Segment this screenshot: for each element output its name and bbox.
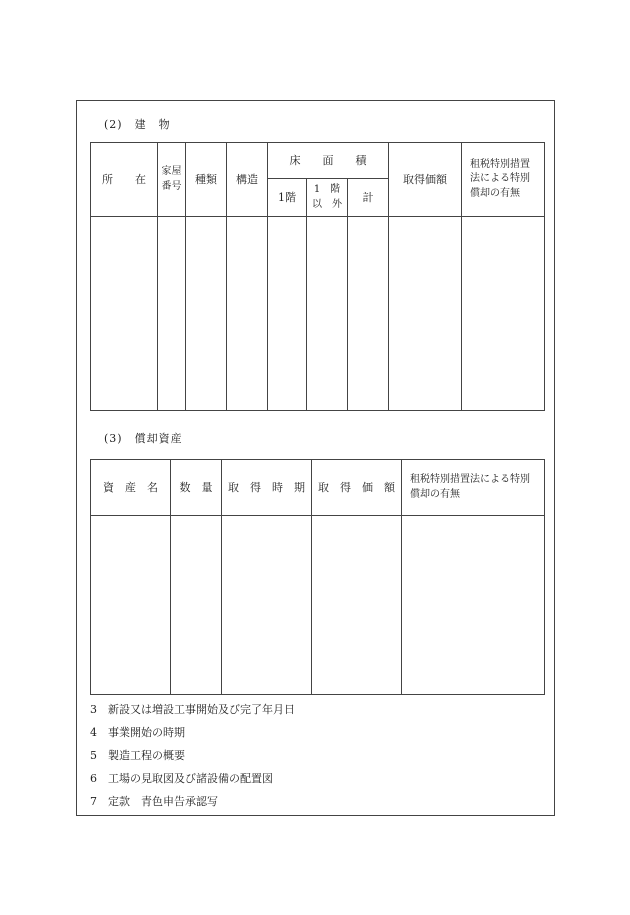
cell-acq-price[interactable] [389, 217, 462, 411]
header-acq-price: 取得価額 [389, 143, 462, 217]
list-item: 3 新設又は増設工事開始及び完了年月日 [90, 703, 295, 716]
header-floor1: 1階 [268, 179, 307, 217]
list-item: 4 事業開始の時期 [90, 726, 185, 739]
building-table [90, 142, 545, 411]
cell-structure[interactable] [227, 217, 268, 411]
section-2-title: (2) 建 物 [104, 118, 171, 131]
list-item: 7 定款 青色申告承認写 [90, 795, 218, 808]
cell-acq-price[interactable] [312, 516, 402, 695]
cell-total[interactable] [348, 217, 389, 411]
cell-quantity[interactable] [171, 516, 222, 695]
cell-type[interactable] [186, 217, 227, 411]
cell-floor1[interactable] [268, 217, 307, 411]
header-special-depreciation: 租税特別措置法による特別償却の有無 [402, 460, 545, 516]
header-type: 種類 [186, 143, 227, 217]
header-acq-price: 取 得 価 額 [312, 460, 402, 516]
cell-house-no[interactable] [158, 217, 186, 411]
header-special-depreciation: 租税特別措置法による特別償却の有無 [462, 143, 545, 217]
cell-special[interactable] [462, 217, 545, 411]
cell-asset-name[interactable] [91, 516, 171, 695]
list-item: 6 工場の見取図及び諸設備の配置図 [90, 772, 273, 785]
attachments-list [90, 703, 295, 818]
cell-special[interactable] [402, 516, 545, 695]
header-floor-other: 1 階以 外 [307, 179, 348, 217]
header-quantity: 数 量 [171, 460, 222, 516]
cell-acq-time[interactable] [222, 516, 312, 695]
header-acq-time: 取 得 時 期 [222, 460, 312, 516]
depreciable-assets-table [90, 459, 545, 695]
header-floor-area: 床 面 積 [268, 143, 389, 179]
header-total: 計 [348, 179, 389, 217]
list-item: 5 製造工程の概要 [90, 749, 185, 762]
cell-floor-other[interactable] [307, 217, 348, 411]
table-row [91, 217, 545, 411]
section-3-title: (3) 償却資産 [104, 432, 183, 445]
cell-location[interactable] [91, 217, 158, 411]
header-location: 所 在 [91, 143, 158, 217]
table-row [91, 516, 545, 695]
header-house-no: 家屋番号 [158, 143, 186, 217]
header-asset-name: 資 産 名 [91, 460, 171, 516]
header-structure: 構造 [227, 143, 268, 217]
